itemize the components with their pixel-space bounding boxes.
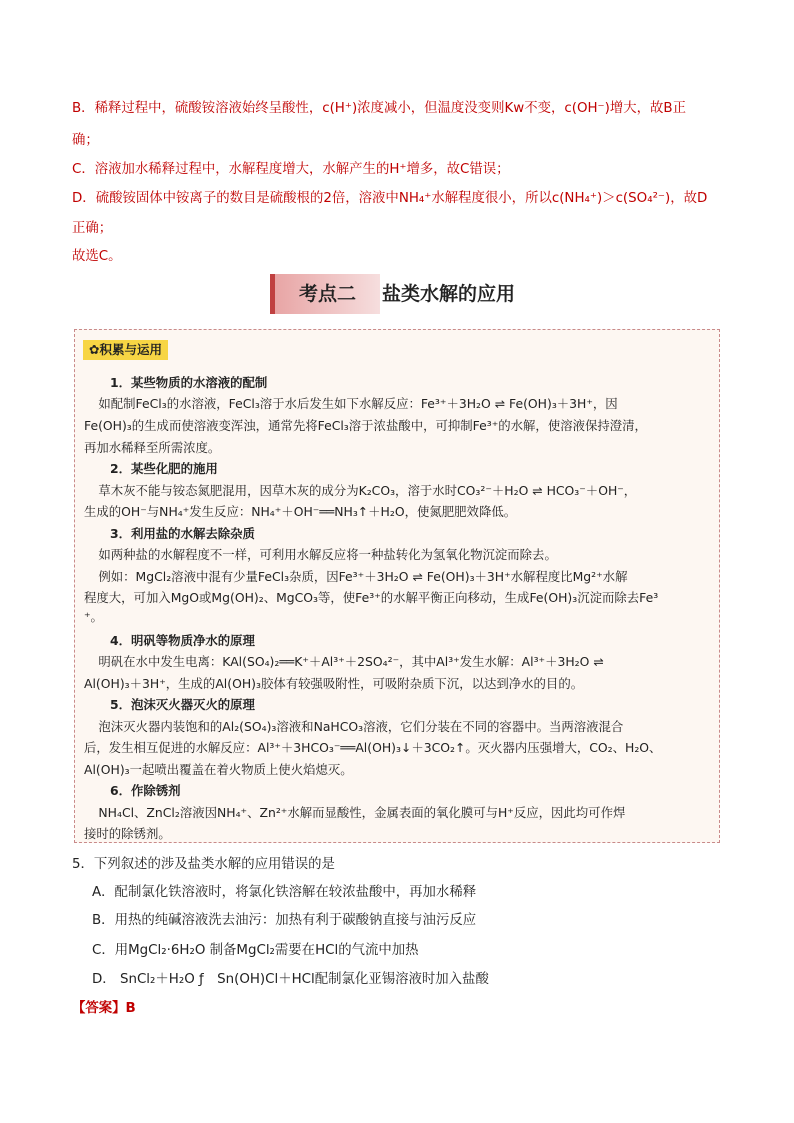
- option-c-explanation: C．溶液加水稀释过程中，水解程度增大，水解产生的H⁺增多，故C错误；: [72, 162, 510, 177]
- box-text-line: 生成的OH⁻与NH₄⁺发生反应：NH₄⁺＋OH⁻══NH₃↑＋H₂O，使氮肥肥效降低。: [84, 504, 517, 519]
- knowledge-box-label: ✿积累与运用: [83, 340, 168, 360]
- section-title: 盐类水解的应用: [382, 283, 516, 305]
- box-heading-3: 3．利用盐的水解去除杂质: [110, 526, 255, 541]
- box-heading-1: 1．某些物质的水溶液的配制: [110, 375, 268, 390]
- box-text-line: 如配制FeCl₃的水溶液，FeCl₃溶于水后发生如下水解反应：Fe³⁺＋3H₂O ⇌ Fe(OH)₃＋3H⁺，因: [86, 396, 618, 411]
- box-text-line: 再加水稀释至所需浓度。: [84, 440, 221, 455]
- box-text-line: Fe(OH)₃的生成而使溶液变浑浊，通常先将FeCl₃溶于浓盐酸中，可抑制Fe³⁺的水解，使溶液保持澄清，: [84, 418, 647, 433]
- option-d-explanation-line2: 正确；: [72, 221, 113, 236]
- box-text-line: Al(OH)₃一起喷出覆盖在着火物质上使火焰熄灭。: [84, 762, 353, 777]
- box-text-line: Al(OH)₃＋3H⁺，生成的Al(OH)₃胶体有较强吸附性，可吸附杂质下沉，以达到净水的目的。: [84, 676, 584, 691]
- box-text-line: 草木灰不能与铵态氮肥混用，因草木灰的成分为K₂CO₃，溶于水时CO₃²⁻＋H₂O ⇌ HCO₃⁻＋OH⁻，: [86, 483, 637, 498]
- question-option-d: D． SnCl₂＋H₂O ƒ Sn(OH)Cl＋HCl配制氯化亚锡溶液时加入盐酸: [92, 972, 489, 987]
- question-stem: 5．下列叙述的涉及盐类水解的应用错误的是: [72, 857, 335, 872]
- option-b-explanation-line1: B．稀释过程中，硫酸铵溶液始终呈酸性，c(H⁺)浓度减小，但温度没变则Kw不变，c(OH⁻)增大，故B正: [72, 101, 686, 116]
- option-d-explanation-line1: D．硫酸铵固体中铵离子的数目是硫酸根的2倍，溶液中NH₄⁺水解程度很小，所以c(NH₄⁺)＞c(SO₄²⁻)，故D: [72, 191, 708, 206]
- box-text-line: 明矾在水中发生电离：KAl(SO₄)₂══K⁺＋Al³⁺＋2SO₄²⁻，其中Al³⁺发生水解：Al³⁺＋3H₂O ⇌: [86, 654, 604, 669]
- section-tag: 考点二: [270, 274, 380, 314]
- question-option-c: C．用MgCl₂·6H₂O 制备MgCl₂需要在HCl的气流中加热: [92, 943, 419, 958]
- box-text-line: 例如：MgCl₂溶液中混有少量FeCl₃杂质，因Fe³⁺＋3H₂O ⇌ Fe(OH)₃＋3H⁺水解程度比Mg²⁺水解: [86, 569, 628, 584]
- box-text-line: 接时的除锈剂。: [84, 826, 171, 841]
- box-text-line: 后，发生相互促进的水解反应：Al³⁺＋3HCO₃⁻══Al(OH)₃↓＋3CO₂↑。灭火器内压强增大，CO₂、H₂O、: [84, 740, 662, 755]
- box-text-line: 程度大，可加入MgO或Mg(OH)₂、MgCO₃等，使Fe³⁺的水解平衡正向移动，生成Fe(OH)₃沉淀而除去Fe³: [84, 590, 659, 605]
- box-heading-4: 4．明矾等物质净水的原理: [110, 633, 255, 648]
- box-text-line: NH₄Cl、ZnCl₂溶液因NH₄⁺、Zn²⁺水解而显酸性，金属表面的氧化膜可与H⁺反应，因此均可作焊: [86, 805, 626, 820]
- answer-label: 【答案】B: [72, 1001, 136, 1016]
- box-heading-5: 5．泡沫灭火器灭火的原理: [110, 697, 255, 712]
- option-b-explanation-line2: 确；: [72, 133, 99, 148]
- box-text-line: 泡沫灭火器内装饱和的Al₂(SO₄)₃溶液和NaHCO₃溶液，它们分装在不同的容器中。当两溶液混合: [86, 719, 624, 734]
- answer-conclusion: 故选C。: [72, 249, 122, 264]
- question-option-a: A．配制氯化铁溶液时，将氯化铁溶解在较浓盐酸中，再加水稀释: [92, 885, 477, 900]
- box-text-line: ⁺。: [84, 609, 103, 624]
- box-text-line: 如两种盐的水解程度不一样，可利用水解反应将一种盐转化为氢氧化物沉淀而除去。: [86, 547, 557, 562]
- box-heading-6: 6．作除锈剂: [110, 783, 181, 798]
- question-option-b: B．用热的纯碱溶液洗去油污：加热有利于碳酸钠直接与油污反应: [92, 913, 477, 928]
- box-heading-2: 2．某些化肥的施用: [110, 461, 218, 476]
- section-banner: [270, 274, 524, 314]
